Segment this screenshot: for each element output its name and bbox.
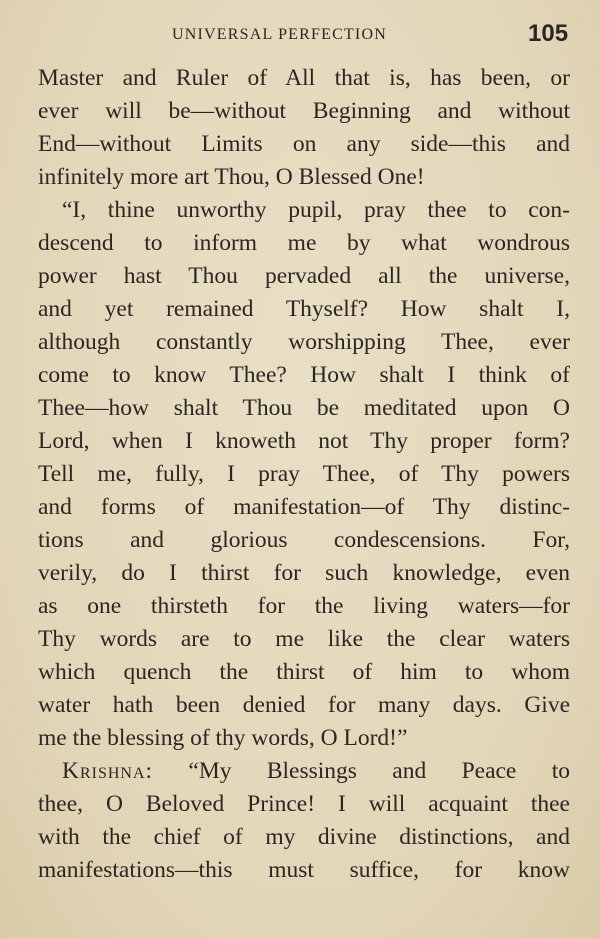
body-text (38, 62, 570, 887)
line-text: water hath been denied for many days. Give (38, 692, 570, 718)
text-line (38, 656, 570, 689)
page-number: 105 (528, 20, 569, 47)
line-text: as one thirsteth for the living waters—for (38, 593, 570, 619)
line-text: thee, O Beloved Prince! I will acquaint thee (38, 791, 570, 817)
line-text: Lord, when I knoweth not Thy proper form? (38, 428, 570, 454)
text-line (38, 95, 570, 128)
line-text: Thee—how shalt Thou be meditated upon O (38, 395, 570, 421)
text-line (38, 194, 570, 227)
line-text: “My Blessings and Peace to (153, 758, 570, 784)
line-text: Tell me, fully, I pray Thee, of Thy powers (38, 461, 570, 487)
line-text: tions and glorious condescensions. For, (38, 527, 570, 553)
text-line (38, 854, 570, 887)
line-text: and yet remained Thyself? How shalt I, (38, 296, 570, 322)
text-line (38, 722, 570, 755)
line-text: Thy words are to me like the clear waters (38, 626, 570, 652)
line-text: me the blessing of thy words, O Lord!” (38, 725, 408, 751)
text-line (38, 425, 570, 458)
text-line (38, 458, 570, 491)
text-line (38, 392, 570, 425)
line-text: verily, do I thirst for such knowledge, even (38, 560, 570, 586)
speaker-name: Krishna: (62, 758, 154, 784)
page-header (0, 20, 600, 50)
line-text: descend to inform me by what wondrous (38, 230, 570, 256)
line-text: power hast Thou pervaded all the universe, (38, 263, 570, 289)
text-line (38, 128, 570, 161)
text-line (38, 260, 570, 293)
text-line (38, 62, 570, 95)
line-text: Master and Ruler of All that is, has been, or (38, 65, 570, 91)
text-line (38, 590, 570, 623)
line-text: although constantly worshipping Thee, ever (38, 329, 570, 355)
line-text: and forms of manifestation—of Thy distinc- (38, 494, 570, 520)
line-text: “I, thine unworthy pupil, pray thee to con- (62, 197, 570, 223)
text-line (38, 293, 570, 326)
line-text: End—without Limits on any side—this and (38, 131, 570, 157)
text-line (38, 755, 570, 788)
text-line (38, 623, 570, 656)
text-line (38, 788, 570, 821)
text-line (38, 689, 570, 722)
text-line (38, 557, 570, 590)
text-line (38, 326, 570, 359)
text-line (38, 524, 570, 557)
line-text: come to know Thee? How shalt I think of (38, 362, 570, 388)
line-text: infinitely more art Thou, O Blessed One! (38, 164, 425, 190)
line-text: with the chief of my divine distinctions, and (38, 824, 570, 850)
text-line (38, 359, 570, 392)
line-text: manifestations—this must suffice, for know (38, 857, 570, 883)
text-line (38, 161, 570, 194)
line-text: which quench the thirst of him to whom (38, 659, 570, 685)
line-text: ever will be—without Beginning and without (38, 98, 570, 124)
text-line (38, 491, 570, 524)
text-line (38, 227, 570, 260)
running-title: UNIVERSAL PERFECTION (172, 26, 387, 43)
text-line (38, 821, 570, 854)
